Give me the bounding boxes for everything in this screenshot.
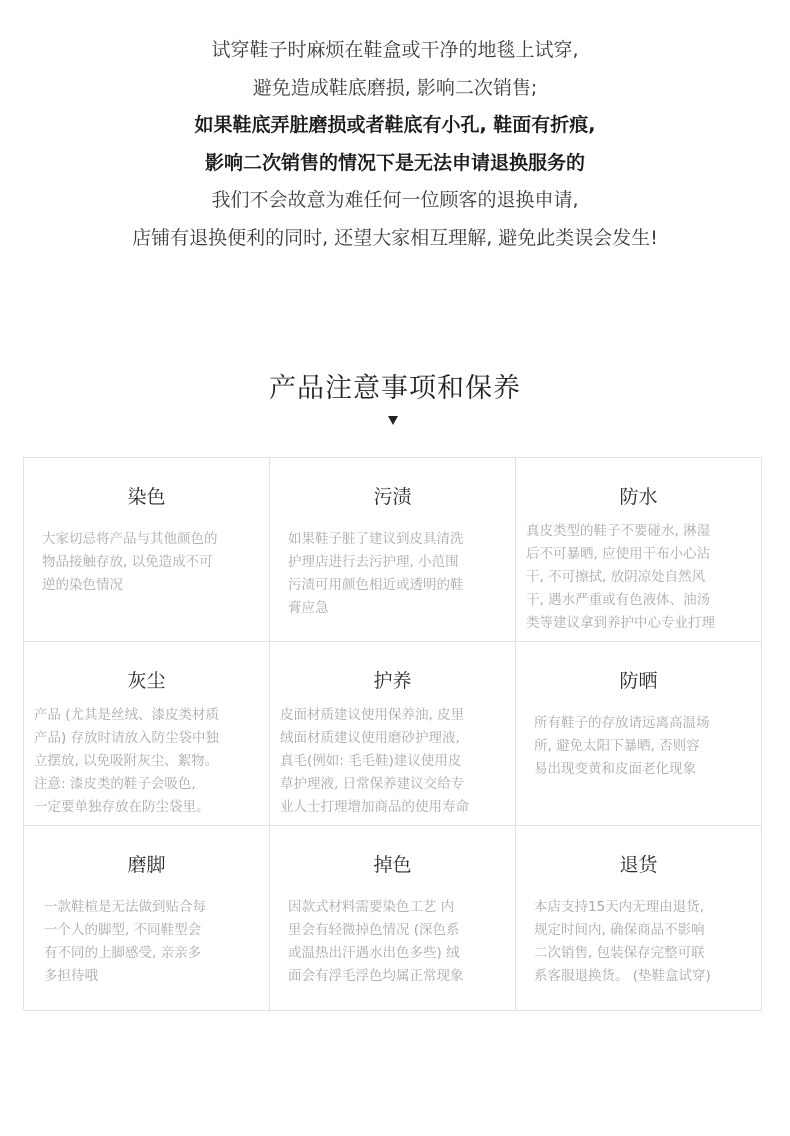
care-desc: 因款式材料需要染色工艺 内 里会有轻微掉色情况 (深色系 或温热出汗遇水出色多些) 绒 面会有浮毛浮色均属正常现象 xyxy=(288,899,464,984)
notice-line-2: 避免造成鞋底磨损, 影响二次销售; xyxy=(252,76,538,99)
care-desc: 一款鞋楦是无法做到贴合每 一个人的脚型, 不同鞋型会 有不同的上脚感受, 亲亲多 多担待哦 xyxy=(44,899,206,984)
care-cell-sun-protection xyxy=(516,642,762,826)
notice-line-3: 如果鞋底弄脏磨损或者鞋底有小孔, 鞋面有折痕, xyxy=(194,114,596,136)
notice-line-5: 我们不会故意为难任何一位顾客的退换申请, xyxy=(211,189,579,211)
care-cell-foot-fit xyxy=(24,826,270,1011)
care-cell-maintenance xyxy=(270,642,516,826)
care-cell-dyeing xyxy=(24,458,270,642)
care-cell-returns xyxy=(516,826,762,1011)
care-grid xyxy=(23,457,761,1010)
care-desc: 如果鞋子脏了建议到皮具清洗 护理店进行去污护理, 小范围 污渍可用颜色相近或透明的鞋 膏应急 xyxy=(288,531,464,616)
care-title: 退货 xyxy=(619,854,658,876)
care-cell-waterproof xyxy=(516,458,762,642)
care-desc: 产品 (尤其是丝绒、漆皮类材质 产品) 存放时请放入防尘袋中独 立摆放, 以免吸附灰尘、絮物。 注意: 漆皮类的鞋子会吸色, 一定要单独存放在防尘袋里。 xyxy=(34,707,220,815)
care-desc: 大家切忌将产品与其他颜色的 物品接触存放, 以免造成不可 逆的染色情况 xyxy=(42,531,218,593)
care-title: 灰尘 xyxy=(127,670,166,692)
care-desc: 所有鞋子的存放请远离高温场 所, 避免太阳下暴晒, 否则容 易出现变黄和皮面老化现象 xyxy=(534,715,710,777)
care-title: 防晒 xyxy=(619,670,658,692)
notice-line-6: 店铺有退换便利的同时, 还望大家相互理解, 避免此类误会发生! xyxy=(132,226,658,249)
care-title: 掉色 xyxy=(373,854,412,876)
care-cell-color-fading xyxy=(270,826,516,1011)
notice-line-4: 影响二次销售的情况下是无法申请退换服务的 xyxy=(204,151,585,174)
care-title: 染色 xyxy=(127,486,166,508)
section-title: 产品注意事项和保养 xyxy=(269,373,521,404)
care-cell-stains xyxy=(270,458,516,642)
care-title: 防水 xyxy=(619,486,658,508)
triangle-down-icon xyxy=(388,416,398,425)
care-desc: 本店支持15天内无理由退货, 规定时间内, 确保商品不影响 二次销售, 包装保存完整可联 系客服退换货。 (垫鞋盒试穿) xyxy=(534,899,711,984)
notice-line-1: 试穿鞋子时麻烦在鞋盒或干净的地毯上试穿, xyxy=(211,39,579,61)
care-title: 磨脚 xyxy=(127,854,166,876)
care-desc: 皮面材质建议使用保养油, 皮里 绒面材质建议使用磨砂护理液, 真毛(例如: 毛毛鞋)建议使用皮 草护理液, 日常保养建议交给专 业人士打理增加商品的使用寿命 xyxy=(280,707,469,815)
return-policy-notice xyxy=(0,32,790,257)
care-title: 污渍 xyxy=(373,486,412,508)
care-title: 护养 xyxy=(373,670,412,692)
care-desc: 真皮类型的鞋子不要碰水, 淋湿 后不可暴晒, 应使用干布小心沾 干, 不可擦拭, 放阴凉处自然风 干, 遇水严重或有色液体、油汤 类等建议拿到养护中心专业打理 xyxy=(526,523,715,631)
care-cell-dust xyxy=(24,642,270,826)
